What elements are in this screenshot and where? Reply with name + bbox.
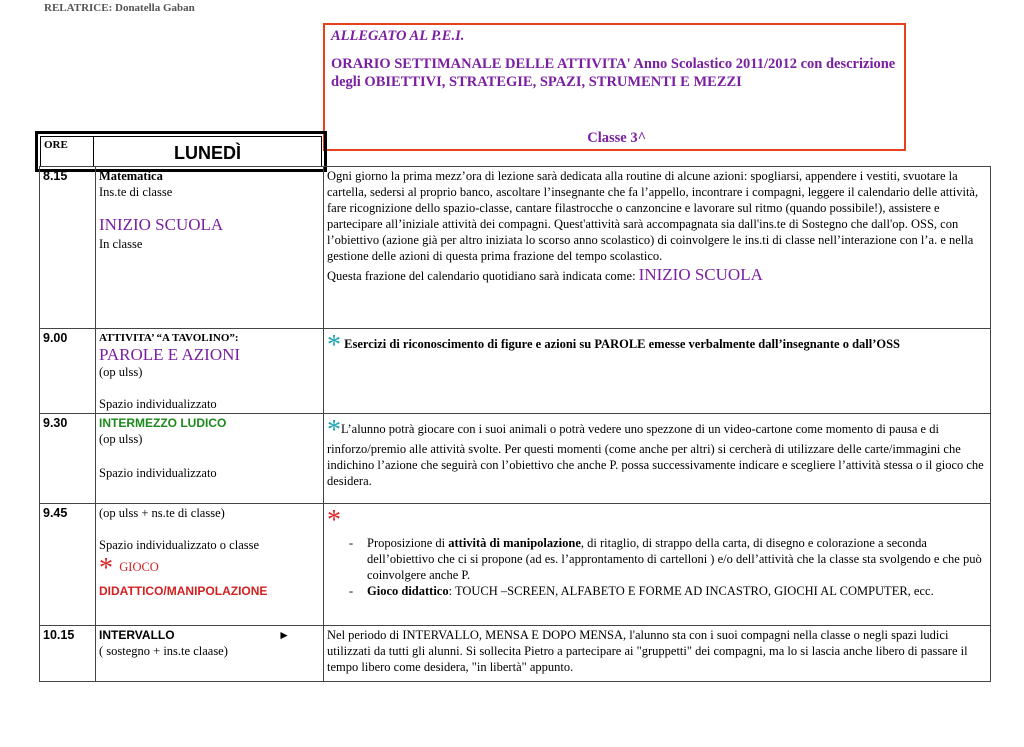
inizio-scuola-label: INIZIO SCUOLA: [638, 265, 763, 284]
activity-list: [327, 535, 987, 599]
list-item: - Gioco didattico: TOUCH –SCREEN, ALFABETO E FORME AD INCASTRO, GIOCHI AL COMPUTER, ecc.: [367, 583, 987, 599]
asterisk-icon: *: [327, 330, 341, 361]
activity-name: Matematica: [99, 169, 163, 183]
time-cell: 9.45: [40, 504, 96, 626]
operator-label: (op ulss): [99, 365, 143, 379]
list-item: - Proposizione di attività di manipolazione, di ritaglio, di strappo della carta, di disegno e colorazione a seconda dell’obiettivo che ci si propone (ad es. l’approntamento di cartelloni ) e/o dell’attività che la classe sta svolgendo e che può coinvolgere anche P.: [367, 535, 987, 583]
table-row: [40, 504, 991, 626]
arrow-right-icon: ►: [278, 628, 290, 642]
allegato-header-box: [323, 23, 906, 151]
description-text: Esercizi di riconoscimento di figure e azioni su PAROLE emesse verbalmente dall’insegnante o dall’OSS: [344, 337, 901, 351]
relatrice-label: RELATRICE: Donatella Gaban: [44, 2, 195, 14]
ore-label: ORE: [41, 137, 94, 166]
time-cell: 9.00: [40, 329, 96, 414]
classe-label: Classe 3^: [587, 130, 646, 146]
schedule-table: [39, 166, 991, 682]
description-note-text: Questa frazione del calendario quotidiano sarà indicata come:: [327, 269, 639, 283]
activity-subtitle: DIDATTICO/MANIPOLAZIONE: [99, 584, 268, 598]
description-text: Ogni giorno la prima mezz’ora di lezione sarà dedicata alla routine di alcune azioni: spogliarsi, appendere i vestiti, svuotare la cartella, sedersi al proprio banco, ascoltare l’insegnante che fa l’appello, incontrare i compagni, leggere il calendario delle attività, fare ricognizione dello spazio-classe, cantare filastrocche o canzoncine e lavorare sul ritmo (quando possibile!), assistere e partecipare all’iniziale attività dei compagni. Quest'attività sarà accompagnata sia dall'ins.te di Sostegno che dall'op. OSS, con l’obiettivo (azione già per altro iniziata lo scorso anno scolastico) di coinvolgere le ins.ti di classe nell’interazione con l’a. e nella gestione delle azioni di questa prima frazione del tempo scolastico.: [327, 169, 979, 263]
activity-cell: [96, 504, 324, 626]
description-text: L’alunno potrà giocare con i suoi animali o potrà vedere uno spezzone di un video-cartone come momento di pausa e di rinforzo/premio alle attività svolte. Per questi momenti (come anche per altri) si cercherà di utilizzare delle carte/immagini che indichino l’azione che seguirà con l’obiettivo che anche P. possa successivamente indicare e scegliere l’attività stessa o il gioco che desidera.: [327, 422, 984, 488]
description-cell: [324, 414, 991, 504]
table-row: [40, 414, 991, 504]
orario-title: ORARIO SETTIMANALE DELLE ATTIVITA' Anno Scolastico 2011/2012 con descrizione degli OBIETTIVI, STRATEGIE, SPAZI, STRUMENTI E MEZZI: [331, 56, 896, 90]
description-text: Nel periodo di INTERVALLO, MENSA E DOPO MENSA, l'alunno sta con i suoi compagni nella classe o negli spazi ludici utilizzati da tutti gli alunni. Si sollecita Pietro a partecipare ai "gruppetti" dei compagni, ma lo si lascia anche libero di passare il tempo libero come desidera, "in libertà" appunto.: [327, 628, 968, 674]
time-cell: 8.15: [40, 167, 96, 329]
time-cell: 10.15: [40, 626, 96, 682]
activity-title: INTERMEZZO LUDICO: [99, 416, 227, 430]
operator-label: (op ulss): [99, 432, 143, 446]
table-row: [40, 329, 991, 414]
asterisk-icon: *: [99, 553, 113, 584]
table-row: [40, 626, 991, 682]
table-row: [40, 167, 991, 329]
activity-title: GIOCO: [119, 560, 159, 574]
activity-title: INTERVALLO: [99, 628, 175, 642]
activity-cell: [96, 167, 324, 329]
teacher-label: Ins.te di classe: [99, 185, 173, 199]
time-cell: 9.30: [40, 414, 96, 504]
asterisk-icon: *: [327, 505, 341, 536]
description-note: [327, 264, 987, 286]
activity-cell: [96, 329, 324, 414]
place-label: In classe: [99, 237, 143, 251]
operator-label: (op ulss + ns.te di classe): [99, 506, 225, 520]
description-cell: [324, 167, 991, 329]
description-cell: [324, 626, 991, 682]
activity-cell: [96, 414, 324, 504]
activity-title: PAROLE E AZIONI: [99, 345, 241, 364]
activity-name: ATTIVITA’ “A TAVOLINO”:: [99, 332, 239, 344]
place-label: Spazio individualizzato o classe: [99, 538, 260, 552]
allegato-title: ALLEGATO AL P.E.I.: [331, 28, 465, 44]
description-cell: [324, 329, 991, 414]
place-label: Spazio individualizzato: [99, 397, 217, 411]
activity-title: INIZIO SCUOLA: [99, 215, 224, 234]
operator-label: ( sostegno + ins.te claase): [99, 644, 228, 658]
place-label: Spazio individualizzato: [99, 466, 217, 480]
day-label: LUNEDÌ: [174, 143, 241, 163]
activity-cell: [96, 626, 324, 682]
description-cell: [324, 504, 991, 626]
asterisk-icon: *: [327, 415, 341, 446]
